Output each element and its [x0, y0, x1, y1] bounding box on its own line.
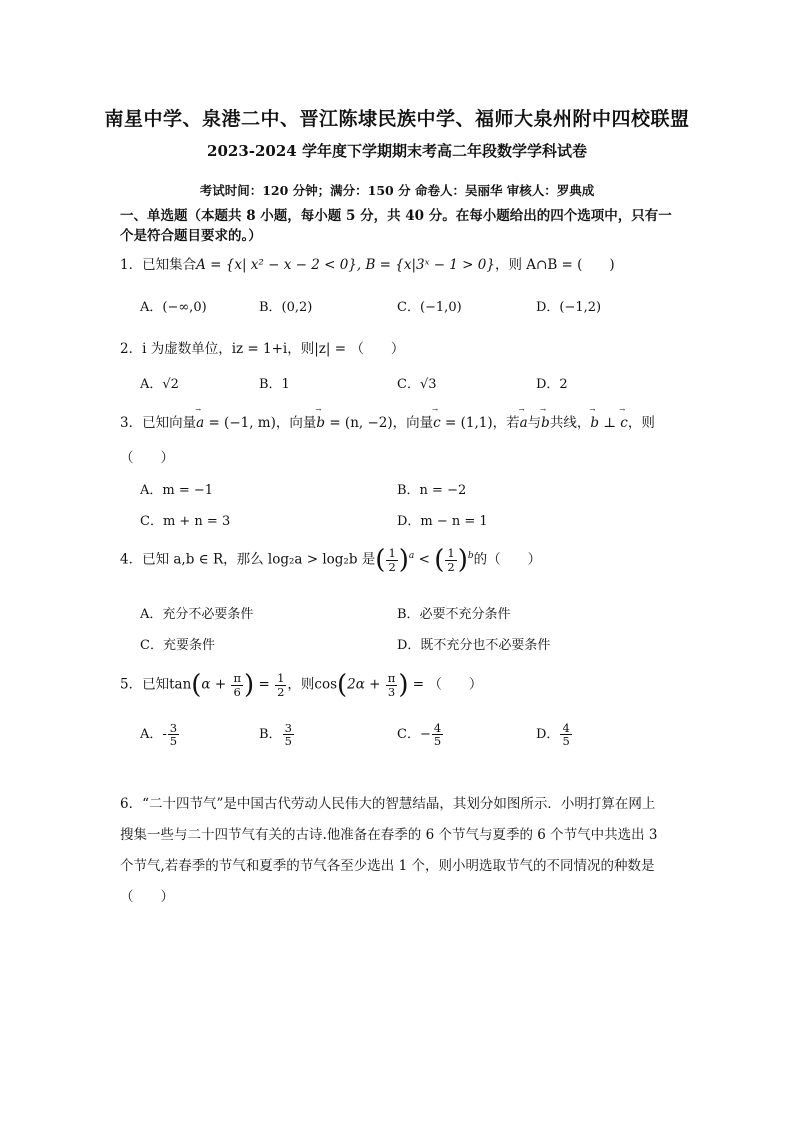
q1-option-c: C．(−1,0) [397, 300, 462, 315]
exam-info: 考试时间：120 分钟；满分：150 分 命卷人：吴丽华 审核人：罗典成 [199, 183, 595, 198]
question-6-line1: 6．“二十四节气”是中国古代劳动人民伟大的智慧结晶，其划分如图所示．小明打算在网上 [120, 796, 656, 812]
q1-option-d: D．(−1,2) [536, 300, 602, 315]
q3-option-c: C．m + n = 3 [140, 514, 231, 529]
question-5-stem: 5．已知tan(α + $\frac{\pi}{6}$ ) = $\frac{1}{2}$ ，则cos(2α + $\frac{\pi}{3}$ ) = （ ） [120, 670, 483, 700]
q1-option-a: A．(−∞,0) [140, 300, 207, 315]
section-heading-line1: 一、单选题（本题共 8 小题，每小题 5 分，共 40 分。在每小题给出的四个选项中，只有一 [120, 208, 672, 224]
q2-option-d: D．2 [536, 377, 568, 392]
q4-option-a: A．充分不必要条件 [140, 607, 254, 622]
q5-option-b: B． $\frac{3}{5}$ [259, 721, 292, 749]
q2-option-b: B．1 [259, 377, 290, 392]
question-1-stem: 1．已知集合A = {x| x² − x − 2 < 0}, B = {x|3ˣ − 1 > 0}，则 A∩B = ( ) [120, 257, 615, 273]
q4-option-c: C．充要条件 [140, 638, 215, 653]
question-6-line3: 个节气,若春季的节气和夏季的节气各至少选出 1 个，则小明选取节气的不同情况的种数是 [120, 858, 655, 874]
q5-option-a: A．- $\frac{3}{5}$ [140, 721, 178, 749]
exam-title: 南星中学、泉港二中、晋江陈埭民族中学、福师大泉州附中四校联盟 [104, 108, 690, 130]
question-3-paren: （ ） [120, 450, 174, 466]
question-6-line2: 搜集一些与二十四节气有关的古诗.他准备在春季的 6 个节气与夏季的 6 个节气中共选出 3 [120, 827, 658, 843]
q2-option-c: C．√3 [397, 377, 437, 392]
q3-option-d: D．m − n = 1 [397, 514, 488, 529]
q1-option-b: B．(0,2) [259, 300, 313, 315]
q3-option-a: A．m = −1 [140, 483, 214, 498]
q2-option-a: A．√2 [140, 377, 179, 392]
q5-option-d: D． $\frac{4}{5}$ [536, 721, 570, 749]
question-3-stem: 3．已知向量→ a = (−1, m)，向量→ b = (n, −2)，向量→ c = (1,1)，若→ a与→ b共线，→ b ⊥ → c，则 [120, 411, 655, 431]
exam-subtitle: 2023-2024 学年度下学期期末考高二年段数学学科试卷 [207, 142, 587, 160]
q3-option-b: B．n = −2 [397, 483, 467, 498]
q4-option-b: B．必要不充分条件 [397, 607, 511, 622]
q5-option-c: C．− $\frac{4}{5}$ [397, 721, 442, 749]
question-2-stem: 2．i 为虚数单位，iz = 1+i，则|z| = （ ） [120, 341, 405, 357]
question-6-line4: （ ） [120, 889, 174, 905]
q4-option-d: D．既不充分也不必要条件 [397, 638, 551, 653]
section-heading-line2: 个是符合题目要求的。） [120, 228, 262, 244]
question-4-stem: 4．已知 a,b ∈ R，那么 log₂a > log₂b 是( $\frac{1}{2}$ )$^a$ < ( $\frac{1}{2}$ )$^b$的（ ） [120, 545, 542, 575]
